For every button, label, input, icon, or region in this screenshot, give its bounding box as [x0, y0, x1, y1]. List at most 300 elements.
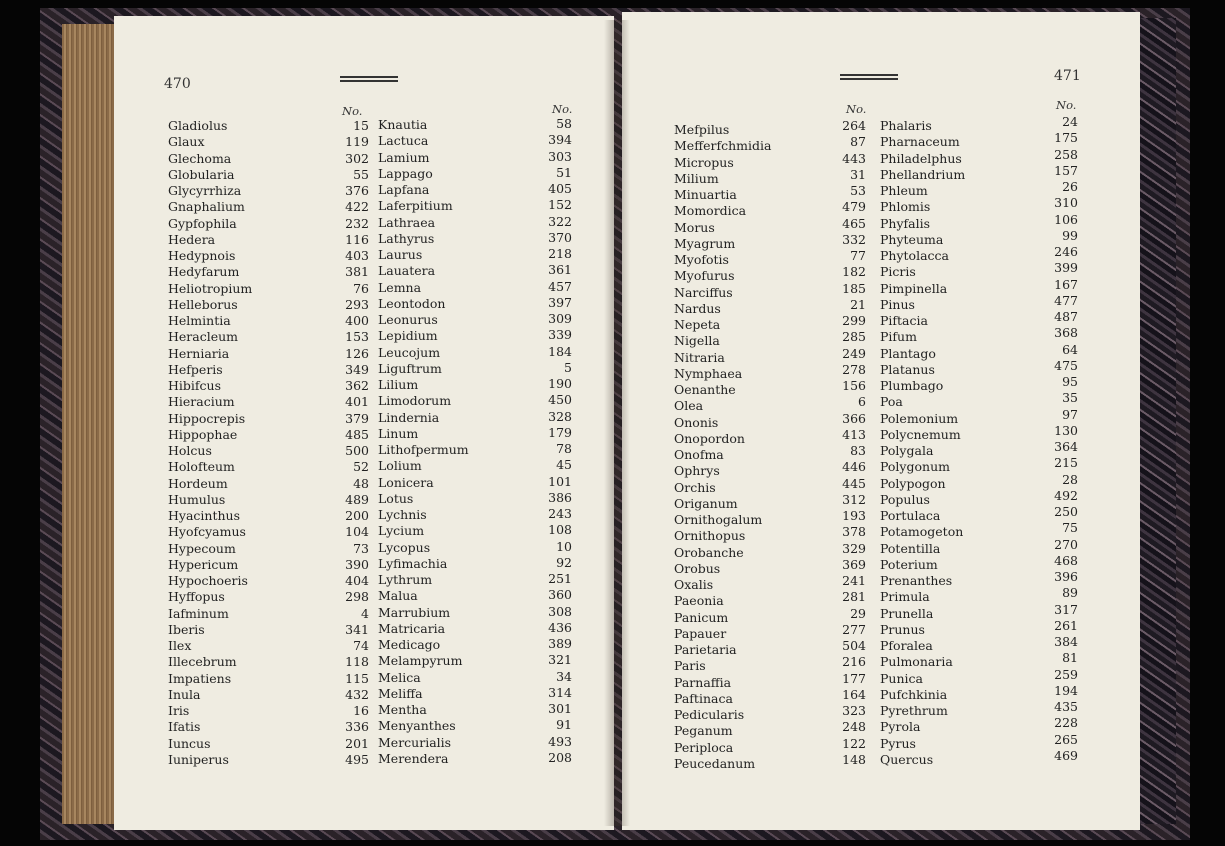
index-number: 152: [548, 197, 572, 213]
index-entry: Hedera: [168, 231, 216, 247]
index-entry: Phalaris: [880, 118, 932, 133]
index-entry: Mefpilus: [674, 122, 730, 137]
index-entry: Lappago: [378, 165, 433, 181]
index-entry: Gladiolus: [168, 118, 228, 133]
index-entry: Holofteum: [168, 459, 235, 475]
index-entry: Meliffa: [378, 685, 423, 701]
index-number: 301: [548, 701, 572, 716]
index-entry: Poterium: [880, 556, 938, 572]
index-entry: Myofurus: [674, 268, 735, 284]
index-entry: Melica: [378, 669, 421, 685]
index-entry: Morus: [674, 219, 715, 235]
index-entry: Limodorum: [378, 393, 452, 409]
index-number: 91: [556, 717, 572, 733]
index-entry: Parnaffia: [674, 674, 732, 690]
index-number: 504: [842, 638, 866, 653]
genus-column-1: [674, 122, 824, 772]
index-number: 265: [1054, 731, 1078, 747]
genus-column-2: [378, 117, 518, 767]
index-entry: Lapfana: [378, 182, 430, 197]
index-number: 360: [548, 587, 572, 603]
index-number: 184: [548, 343, 572, 359]
index-number: 366: [842, 410, 866, 426]
index-number: 302: [345, 150, 369, 166]
index-entry: Hefperis: [168, 361, 223, 377]
index-entry: Pinus: [880, 296, 915, 312]
index-entry: Potentilla: [880, 540, 941, 556]
index-entry: Gypfophila: [168, 215, 237, 231]
index-entry: Peucedanum: [674, 755, 756, 771]
index-entry: Heliotropium: [168, 280, 253, 296]
index-entry: Minuartia: [674, 187, 737, 202]
index-entry: Peganum: [674, 723, 733, 739]
index-number: 75: [1062, 520, 1078, 536]
genus-column-2: [880, 118, 1020, 768]
index-number: 52: [353, 459, 369, 475]
index-number: 87: [850, 134, 866, 150]
index-entry: Piftacia: [880, 313, 928, 328]
index-entry: Iris: [168, 703, 190, 718]
index-entry: Lithofpermum: [378, 442, 469, 457]
index-number: 115: [345, 670, 369, 686]
index-number: 243: [548, 506, 572, 521]
index-entry: Linum: [378, 425, 419, 441]
index-number: 436: [548, 619, 572, 635]
index-entry: Ornithopus: [674, 528, 746, 544]
index-number: 396: [1054, 569, 1078, 584]
index-number: 401: [345, 394, 369, 410]
index-number: 89: [1062, 585, 1078, 601]
index-entry: Paftinaca: [674, 690, 733, 706]
index-number: 218: [548, 246, 572, 261]
index-entry: Pedicularis: [674, 707, 745, 722]
index-number: 370: [548, 229, 572, 245]
index-entry: Hypecoum: [168, 540, 236, 556]
index-number: 215: [1054, 455, 1078, 471]
index-number: 493: [548, 733, 572, 749]
index-number: 403: [345, 248, 369, 263]
index-number: 322: [548, 213, 572, 229]
index-entry: Hyacinthus: [168, 508, 241, 523]
index-number: 28: [1062, 471, 1078, 487]
index-number: 64: [1062, 341, 1078, 357]
index-number: 445: [842, 475, 866, 491]
index-number: 487: [1054, 309, 1078, 324]
index-entry: Pulmonaria: [880, 654, 953, 670]
index-number: 118: [345, 654, 369, 670]
index-number: 329: [842, 540, 866, 556]
index-entry: Prenanthes: [880, 573, 953, 588]
genus-column-1: [168, 118, 318, 768]
index-number: 97: [1062, 406, 1078, 422]
index-number: 259: [1054, 666, 1078, 682]
index-number: 413: [842, 426, 866, 442]
index-number: 29: [850, 605, 866, 621]
index-number: 312: [842, 491, 866, 507]
index-entry: Laurus: [378, 247, 423, 262]
index-entry: Liguftrum: [378, 360, 442, 376]
index-entry: Portulaca: [880, 508, 941, 523]
index-number: 293: [345, 296, 369, 312]
index-number: 232: [345, 215, 369, 231]
column-header-no: No.: [342, 104, 363, 118]
index-entry: Hordeum: [168, 475, 228, 491]
index-number: 95: [1062, 374, 1078, 389]
index-number: 24: [1062, 114, 1078, 129]
index-entry: Plumbago: [880, 378, 944, 393]
index-number: 73: [353, 540, 369, 556]
index-number: 78: [556, 441, 572, 456]
index-entry: Narciffus: [674, 284, 733, 300]
right-page: [622, 12, 1140, 830]
index-number: 246: [1054, 244, 1078, 259]
index-entry: Phlomis: [880, 199, 931, 215]
index-entry: Menyanthes: [378, 718, 456, 734]
index-number: 457: [548, 278, 572, 294]
index-number: 81: [1062, 650, 1078, 666]
index-entry: Hippocrepis: [168, 410, 246, 426]
index-number: 35: [1062, 390, 1078, 406]
index-entry: Hedyfarum: [168, 264, 240, 280]
index-number: 130: [1054, 422, 1078, 438]
index-entry: Myofotis: [674, 252, 729, 267]
index-number: 34: [556, 668, 572, 684]
index-entry: Impatiens: [168, 670, 232, 686]
index-number: 250: [1054, 504, 1078, 519]
index-entry: Milium: [674, 170, 719, 186]
index-entry: Ophrys: [674, 463, 720, 479]
index-entry: Holcus: [168, 443, 212, 458]
index-number: 249: [842, 345, 866, 361]
index-number: 364: [1054, 439, 1078, 454]
index-number: 74: [353, 638, 369, 653]
index-entry: Onofma: [674, 447, 724, 462]
index-entry: Hyofcyamus: [168, 524, 246, 540]
index-number: 386: [548, 489, 572, 505]
index-entry: Mefferfchmidia: [674, 138, 772, 154]
index-entry: Iafminum: [168, 605, 229, 621]
index-number: 369: [842, 556, 866, 572]
index-entry: Platanus: [880, 361, 935, 377]
index-number: 92: [556, 554, 572, 570]
index-number: 31: [850, 166, 866, 182]
index-entry: Glechoma: [168, 150, 232, 166]
index-entry: Hyffopus: [168, 589, 225, 605]
index-entry: Pharnaceum: [880, 134, 960, 150]
index-entry: Pyrola: [880, 719, 921, 735]
index-entry: Phytolacca: [880, 248, 949, 263]
index-number: 465: [842, 215, 866, 231]
index-entry: Papauer: [674, 625, 727, 641]
index-entry: Myagrum: [674, 235, 736, 251]
index-number: 108: [548, 522, 572, 538]
index-number: 341: [345, 621, 369, 637]
index-number: 389: [548, 636, 572, 651]
index-entry: Quercus: [880, 751, 934, 767]
index-entry: Lonicera: [378, 474, 434, 490]
index-number: 277: [842, 621, 866, 637]
index-entry: Prunus: [880, 621, 925, 637]
index-number: 51: [556, 164, 572, 180]
index-number: 309: [548, 311, 572, 326]
index-entry: Pufchkinia: [880, 686, 948, 702]
index-entry: Hieracium: [168, 394, 235, 410]
index-number: 281: [842, 589, 866, 605]
index-entry: Phellandrium: [880, 166, 966, 182]
number-column-2: [524, 116, 572, 766]
index-entry: Lycium: [378, 523, 425, 539]
index-entry: Heracleum: [168, 329, 239, 345]
index-entry: Populus: [880, 491, 930, 507]
index-number: 362: [345, 378, 369, 393]
index-entry: Matricaria: [378, 620, 446, 636]
index-number: 298: [345, 589, 369, 605]
index-number: 446: [842, 459, 866, 475]
index-entry: Hypochoeris: [168, 573, 248, 588]
index-entry: Humulus: [168, 491, 226, 507]
index-number: 397: [548, 294, 572, 310]
index-entry: Lilium: [378, 377, 419, 392]
index-entry: Mercurialis: [378, 734, 452, 750]
index-entry: Polygonum: [880, 459, 950, 475]
index-entry: Paeonia: [674, 593, 724, 609]
index-number: 157: [1054, 162, 1078, 178]
index-entry: Hibifcus: [168, 378, 221, 393]
index-entry: Oxalis: [674, 577, 714, 592]
index-entry: Nymphaea: [674, 365, 743, 381]
index-number: 251: [548, 571, 572, 586]
index-number: 126: [345, 345, 369, 361]
index-entry: Hedypnois: [168, 248, 236, 263]
index-number: 258: [1054, 146, 1078, 162]
index-number: 394: [548, 132, 572, 148]
index-entry: Globularia: [168, 166, 235, 182]
index-entry: Leonurus: [378, 312, 438, 327]
index-number: 148: [842, 751, 866, 767]
index-number: 405: [548, 181, 572, 196]
index-number: 200: [345, 508, 369, 523]
index-entry: Glaux: [168, 134, 205, 150]
index-entry: Plantago: [880, 345, 936, 361]
index-entry: Nigella: [674, 333, 720, 349]
index-entry: Ornithogalum: [674, 512, 763, 527]
index-entry: Primula: [880, 589, 930, 605]
index-number: 361: [548, 262, 572, 278]
index-number: 101: [548, 473, 572, 489]
left-page: [114, 16, 614, 830]
index-number: 332: [842, 231, 866, 247]
index-number: 314: [548, 684, 572, 700]
index-entry: Knautia: [378, 117, 428, 132]
index-entry: Potamogeton: [880, 524, 964, 540]
index-entry: Lythrum: [378, 572, 433, 587]
index-number: 104: [345, 524, 369, 540]
index-number: 58: [556, 116, 572, 131]
index-entry: Lathraea: [378, 214, 436, 230]
number-column-1: [319, 118, 369, 768]
index-number: 479: [842, 199, 866, 215]
index-entry: Herniaria: [168, 345, 230, 361]
index-entry: Laferpitium: [378, 198, 453, 214]
index-entry: Pyrethrum: [880, 703, 948, 718]
index-entry: Hypericum: [168, 556, 239, 572]
index-entry: Hippophae: [168, 426, 238, 442]
index-number: 55: [353, 166, 369, 182]
index-number: 193: [842, 508, 866, 523]
index-entry: Pyrus: [880, 735, 916, 751]
header-rule: [840, 74, 898, 80]
index-entry: Iuniperus: [168, 751, 229, 767]
index-entry: Orobus: [674, 560, 721, 576]
page-number: 470: [164, 76, 191, 92]
index-number: 228: [1054, 715, 1078, 731]
index-number: 450: [548, 392, 572, 408]
index-entry: Periploca: [674, 739, 734, 755]
index-number: 216: [842, 654, 866, 670]
index-entry: Polypogon: [880, 475, 946, 491]
index-entry: Nardus: [674, 300, 721, 316]
index-number: 6: [858, 394, 866, 410]
index-number: 379: [345, 410, 369, 426]
index-entry: Ifatis: [168, 719, 201, 735]
index-entry: Glycyrrhiza: [168, 183, 242, 198]
index-entry: Micropus: [674, 154, 734, 170]
index-entry: Lactuca: [378, 133, 429, 149]
index-entry: Onopordon: [674, 430, 745, 446]
book-gutter: [604, 20, 630, 826]
column-header-no: No.: [1056, 98, 1077, 112]
index-entry: Polygala: [880, 443, 934, 458]
index-number: 468: [1054, 552, 1078, 568]
index-number: 443: [842, 150, 866, 166]
number-column-1: [814, 118, 866, 768]
index-number: 122: [842, 735, 866, 751]
index-entry: Lolium: [378, 458, 422, 474]
index-entry: Origanum: [674, 495, 738, 511]
index-entry: Picris: [880, 264, 916, 280]
index-number: 492: [1054, 487, 1078, 503]
index-entry: Philadelphus: [880, 150, 962, 166]
index-number: 384: [1054, 634, 1078, 649]
index-number: 201: [345, 735, 369, 751]
index-entry: Iberis: [168, 621, 205, 637]
index-entry: Mentha: [378, 702, 427, 717]
index-entry: Momordica: [674, 203, 747, 219]
index-number: 167: [1054, 276, 1078, 292]
index-number: 432: [345, 686, 369, 702]
index-number: 469: [1054, 747, 1078, 763]
page-number: 471: [1054, 68, 1081, 84]
index-number: 336: [345, 719, 369, 735]
index-number: 182: [842, 264, 866, 280]
index-number: 16: [353, 703, 369, 718]
index-entry: Medicago: [378, 637, 441, 652]
index-number: 76: [353, 280, 369, 296]
index-number: 317: [1054, 601, 1078, 617]
index-number: 339: [548, 327, 572, 343]
index-entry: Lychnis: [378, 507, 427, 522]
index-number: 485: [345, 426, 369, 442]
index-number: 390: [345, 556, 369, 572]
index-entry: Leontodon: [378, 295, 446, 311]
index-number: 400: [345, 313, 369, 328]
index-number: 26: [1062, 179, 1078, 194]
index-entry: Lyfimachia: [378, 555, 448, 571]
index-number: 378: [842, 524, 866, 540]
index-entry: Olea: [674, 398, 704, 414]
column-header-no: No.: [552, 102, 573, 116]
index-entry: Poa: [880, 394, 903, 410]
index-entry: Pforalea: [880, 638, 933, 653]
index-number: 15: [353, 118, 369, 133]
index-number: 489: [345, 491, 369, 507]
index-number: 399: [1054, 260, 1078, 276]
index-number: 381: [345, 264, 369, 280]
index-number: 164: [842, 686, 866, 702]
index-entry: Ilex: [168, 638, 192, 653]
index-number: 5: [564, 359, 572, 375]
index-number: 190: [548, 376, 572, 391]
index-number: 119: [345, 134, 369, 150]
index-number: 270: [1054, 536, 1078, 552]
index-number: 53: [850, 183, 866, 198]
index-number: 116: [345, 231, 369, 247]
index-number: 376: [345, 183, 369, 198]
column-header-no: No.: [846, 102, 867, 116]
index-number: 321: [548, 652, 572, 668]
index-number: 48: [353, 475, 369, 491]
index-number: 475: [1054, 357, 1078, 373]
index-number: 435: [1054, 699, 1078, 714]
index-entry: Illecebrum: [168, 654, 237, 670]
index-entry: Lemna: [378, 279, 422, 295]
index-number: 83: [850, 443, 866, 458]
index-number: 422: [345, 199, 369, 215]
index-entry: Lepidium: [378, 328, 438, 344]
number-column-2: [1028, 114, 1078, 764]
index-number: 477: [1054, 292, 1078, 308]
header-rule: [340, 76, 398, 82]
index-entry: Polemonium: [880, 410, 959, 426]
index-number: 308: [548, 603, 572, 619]
index-entry: Pifum: [880, 329, 917, 345]
index-number: 368: [1054, 325, 1078, 341]
index-number: 349: [345, 361, 369, 377]
index-entry: Prunella: [880, 605, 934, 621]
index-number: 106: [1054, 211, 1078, 227]
index-entry: Phleum: [880, 183, 928, 198]
index-entry: Merendera: [378, 750, 449, 766]
index-number: 175: [1054, 130, 1078, 146]
index-entry: Melampyrum: [378, 653, 463, 669]
index-number: 4: [361, 605, 369, 621]
index-entry: Lindernia: [378, 409, 440, 425]
index-number: 500: [345, 443, 369, 458]
index-entry: Pimpinella: [880, 280, 948, 296]
index-number: 495: [345, 751, 369, 767]
index-entry: Parietaria: [674, 642, 737, 657]
index-number: 264: [842, 118, 866, 133]
index-number: 185: [842, 280, 866, 296]
index-entry: Lamium: [378, 149, 430, 165]
index-entry: Panicum: [674, 609, 729, 625]
index-entry: Helleborus: [168, 296, 238, 312]
index-number: 310: [1054, 195, 1078, 211]
index-entry: Orchis: [674, 479, 716, 495]
index-number: 21: [850, 296, 866, 312]
index-number: 177: [842, 670, 866, 686]
index-number: 328: [548, 408, 572, 424]
